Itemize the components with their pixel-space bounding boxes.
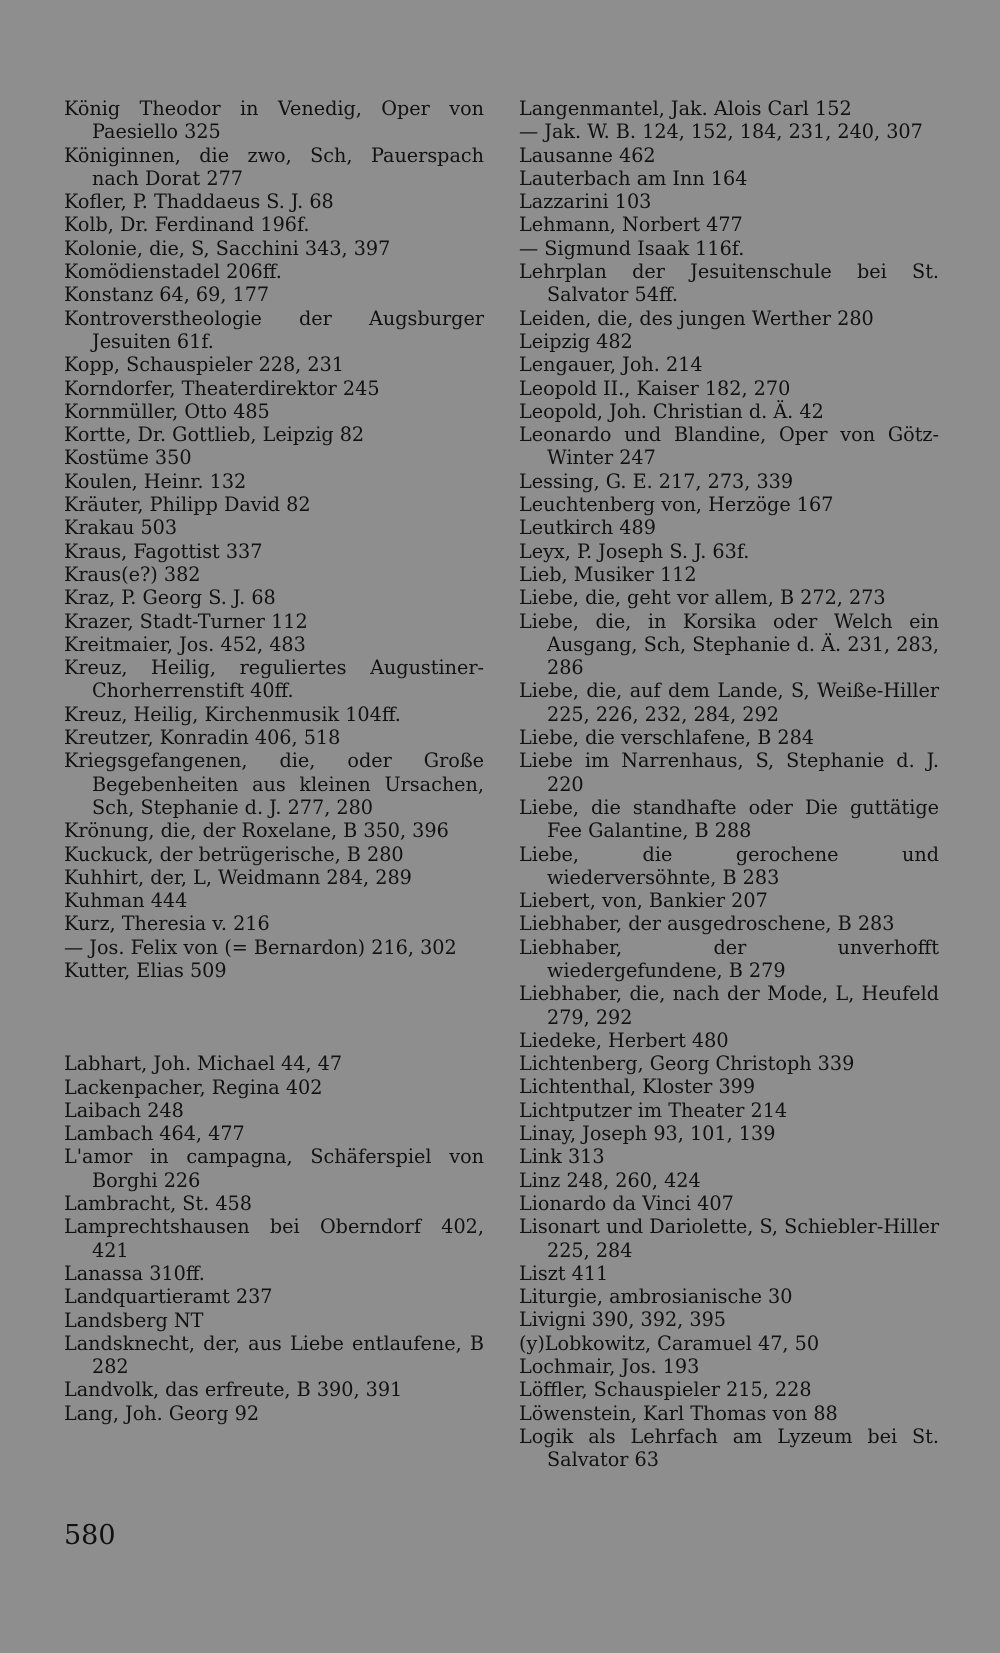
index-entry: Kreitmaier, Jos. 452, 483 — [64, 632, 306, 656]
index-entry: Königinnen, die zwo, Sch, Pauerspach nach Dorat 277 — [64, 143, 484, 190]
index-entry: Kraus, Fagottist 337 — [64, 539, 263, 563]
index-entry: Liebe, die, auf dem Lande, S, Weiße-Hiller 225, 226, 232, 284, 292 — [519, 679, 939, 726]
index-entry: Link 313 — [519, 1145, 605, 1169]
index-entry: Linz 248, 260, 424 — [519, 1168, 701, 1192]
index-entry: Liebe, die standhafte oder Die guttätige Fee Galantine, B 288 — [519, 795, 939, 843]
index-entry: Leiden, die, des jungen Werther 280 — [519, 306, 874, 330]
index-entry: Landvolk, das erfreute, B 390, 391 — [64, 1378, 403, 1402]
index-entry: Kraus(e?) 382 — [64, 562, 201, 586]
index-entry: Liebhaber, die, nach der Mode, L, Heufeld 279, 292 — [519, 982, 939, 1029]
index-entry: Landsknecht, der, aus Liebe entlaufene, B 282 — [64, 1331, 484, 1379]
index-entry: Langenmantel, Jak. Alois Carl 152 — [519, 97, 852, 120]
index-entry: Komödienstadel 206ff. — [64, 260, 282, 284]
index-entry: Kutter, Elias 509 — [64, 958, 227, 982]
index-entry: Leopold, Joh. Christian d. Ä. 42 — [519, 399, 824, 423]
index-entry: — Jos. Felix von (= Bernardon) 216, 302 — [64, 935, 457, 959]
index-entry: Liedeke, Herbert 480 — [519, 1028, 729, 1052]
index-entry: Koulen, Heinr. 132 — [64, 469, 247, 493]
index-entry: Krakau 503 — [64, 516, 178, 540]
left-column — [64, 97, 484, 1425]
index-entry: Konstanz 64, 69, 177 — [64, 283, 270, 307]
index-entry: Leipzig 482 — [519, 329, 633, 353]
index-entry: Liebe, die verschlafene, B 284 — [519, 726, 815, 750]
index-entry: Kreutzer, Konradin 406, 518 — [64, 726, 341, 750]
index-entry: Kolb, Dr. Ferdinand 196f. — [64, 213, 310, 237]
index-entry: Kriegsgefangenen, die, oder Große Begebenheiten aus kleinen Ursachen, Sch, Stephanie d. J. 277, 280 — [64, 749, 484, 819]
index-entry: Kreuz, Heilig, Kirchenmusik 104ff. — [64, 702, 401, 726]
index-entry: L'amor in campagna, Schäferspiel von Borghi 226 — [64, 1145, 484, 1192]
index-entry: Lieb, Musiker 112 — [519, 562, 697, 586]
index-entry: Lichtputzer im Theater 214 — [519, 1098, 788, 1122]
index-entry: Lisonart und Dariolette, S, Schiebler-Hiller 225, 284 — [519, 1215, 939, 1262]
index-entry: Laibach 248 — [64, 1098, 184, 1122]
index-entry: Liebe, die, in Korsika oder Welch ein Ausgang, Sch, Stephanie d. Ä. 231, 283, 286 — [519, 609, 939, 680]
index-group-k — [64, 97, 484, 982]
index-entry: Kostüme 350 — [64, 446, 192, 470]
index-entry: (y)Lobkowitz, Caramuel 47, 50 — [519, 1331, 820, 1355]
index-entry: Landquartieramt 237 — [64, 1285, 273, 1309]
index-entry: Löffler, Schauspieler 215, 228 — [519, 1378, 812, 1402]
index-entry: Kreuz, Heilig, reguliertes Augustiner-Chorherrenstift 40ff. — [64, 656, 484, 703]
index-entry: Lionardo da Vinci 407 — [519, 1191, 734, 1215]
index-entry: Lengauer, Joh. 214 — [519, 353, 703, 377]
index-entry: Lichtenthal, Kloster 399 — [519, 1075, 756, 1099]
index-entry: Kuhhirt, der, L, Weidmann 284, 289 — [64, 865, 412, 889]
index-entry: Liebhaber, der ausgedroschene, B 283 — [519, 912, 895, 936]
index-entry: Liebe, die gerochene und wiederversöhnte, B 283 — [519, 842, 939, 889]
index-entry: Leopold II., Kaiser 182, 270 — [519, 376, 791, 400]
index-entry: Lausanne 462 — [519, 143, 656, 167]
index-entry: Kofler, P. Thaddaeus S. J. 68 — [64, 190, 334, 214]
index-entry: Liebhaber, der unverhofft wiedergefundene, B 279 — [519, 935, 939, 982]
right-column — [519, 97, 939, 1472]
index-entry: Kraz, P. Georg S. J. 68 — [64, 586, 276, 610]
index-entry: Lichtenberg, Georg Christoph 339 — [519, 1052, 855, 1076]
index-entry: Liturgie, ambrosianische 30 — [519, 1285, 793, 1309]
index-entry: Krönung, die, der Roxelane, B 350, 396 — [64, 819, 449, 843]
index-entry: Kuckuck, der betrügerische, B 280 — [64, 842, 404, 866]
index-entry: Lehrplan der Jesuitenschule bei St. Salvator 54ff. — [519, 260, 939, 307]
index-entry: König Theodor in Venedig, Oper von Paesiello 325 — [64, 97, 484, 144]
index-entry: Lang, Joh. Georg 92 — [64, 1401, 260, 1425]
index-entry: Linay, Joseph 93, 101, 139 — [519, 1122, 776, 1146]
section-gap — [64, 982, 484, 1052]
index-entry: Lackenpacher, Regina 402 — [64, 1075, 323, 1099]
index-entry: Leonardo und Blandine, Oper von Götz-Winter 247 — [519, 423, 939, 470]
index-entry: Liebe im Narrenhaus, S, Stephanie d. J. 220 — [519, 749, 939, 796]
index-entry: Logik als Lehrfach am Lyzeum bei St. Salvator 63 — [519, 1424, 939, 1472]
index-entry: Leyx, P. Joseph S. J. 63f. — [519, 539, 750, 563]
index-entry: Kopp, Schauspieler 228, 231 — [64, 353, 345, 377]
index-entry: Lamprechtshausen bei Oberndorf 402, 421 — [64, 1215, 484, 1262]
index-entry: — Jak. W. B. 124, 152, 184, 231, 240, 307 — [519, 120, 923, 144]
index-group-l — [64, 1052, 484, 1425]
index-entry: Labhart, Joh. Michael 44, 47 — [64, 1052, 343, 1076]
index-entry: Liszt 411 — [519, 1261, 609, 1285]
index-entry: Lambach 464, 477 — [64, 1122, 245, 1146]
index-entry: Lanassa 310ff. — [64, 1261, 205, 1285]
index-entry: Kolonie, die, S, Sacchini 343, 397 — [64, 236, 391, 260]
index-entry: Kontroverstheologie der Augsburger Jesuiten 61f. — [64, 306, 484, 353]
index-entry: Lazzarini 103 — [519, 190, 652, 214]
index-entry: Lauterbach am Inn 164 — [519, 166, 748, 190]
index-entry: Krazer, Stadt-Turner 112 — [64, 609, 308, 633]
index-entry: Livigni 390, 392, 395 — [519, 1308, 726, 1332]
index-entry: Kornmüller, Otto 485 — [64, 399, 270, 423]
index-entry: Lehmann, Norbert 477 — [519, 213, 743, 237]
index-entry: Lochmair, Jos. 193 — [519, 1355, 700, 1379]
index-entry: Kurz, Theresia v. 216 — [64, 912, 270, 936]
index-entry: Lambracht, St. 458 — [64, 1192, 252, 1216]
index-entry: Liebe, die, geht vor allem, B 272, 273 — [519, 586, 886, 610]
index-entry: — Sigmund Isaak 116f. — [519, 236, 745, 260]
index-entry: Lessing, G. E. 217, 273, 339 — [519, 469, 794, 493]
page-number: 580 — [64, 1520, 116, 1551]
index-entry: Kräuter, Philipp David 82 — [64, 493, 311, 517]
index-entry: Korndorfer, Theaterdirektor 245 — [64, 376, 380, 400]
index-entry: Leutkirch 489 — [519, 516, 656, 540]
index-entry: Liebert, von, Bankier 207 — [519, 889, 768, 913]
index-entry: Landsberg NT — [64, 1308, 204, 1332]
index-entry: Löwenstein, Karl Thomas von 88 — [519, 1401, 838, 1425]
index-entry: Kuhman 444 — [64, 889, 188, 913]
index-entry: Leuchtenberg von, Herzöge 167 — [519, 493, 834, 517]
index-entry: Kortte, Dr. Gottlieb, Leipzig 82 — [64, 423, 365, 447]
